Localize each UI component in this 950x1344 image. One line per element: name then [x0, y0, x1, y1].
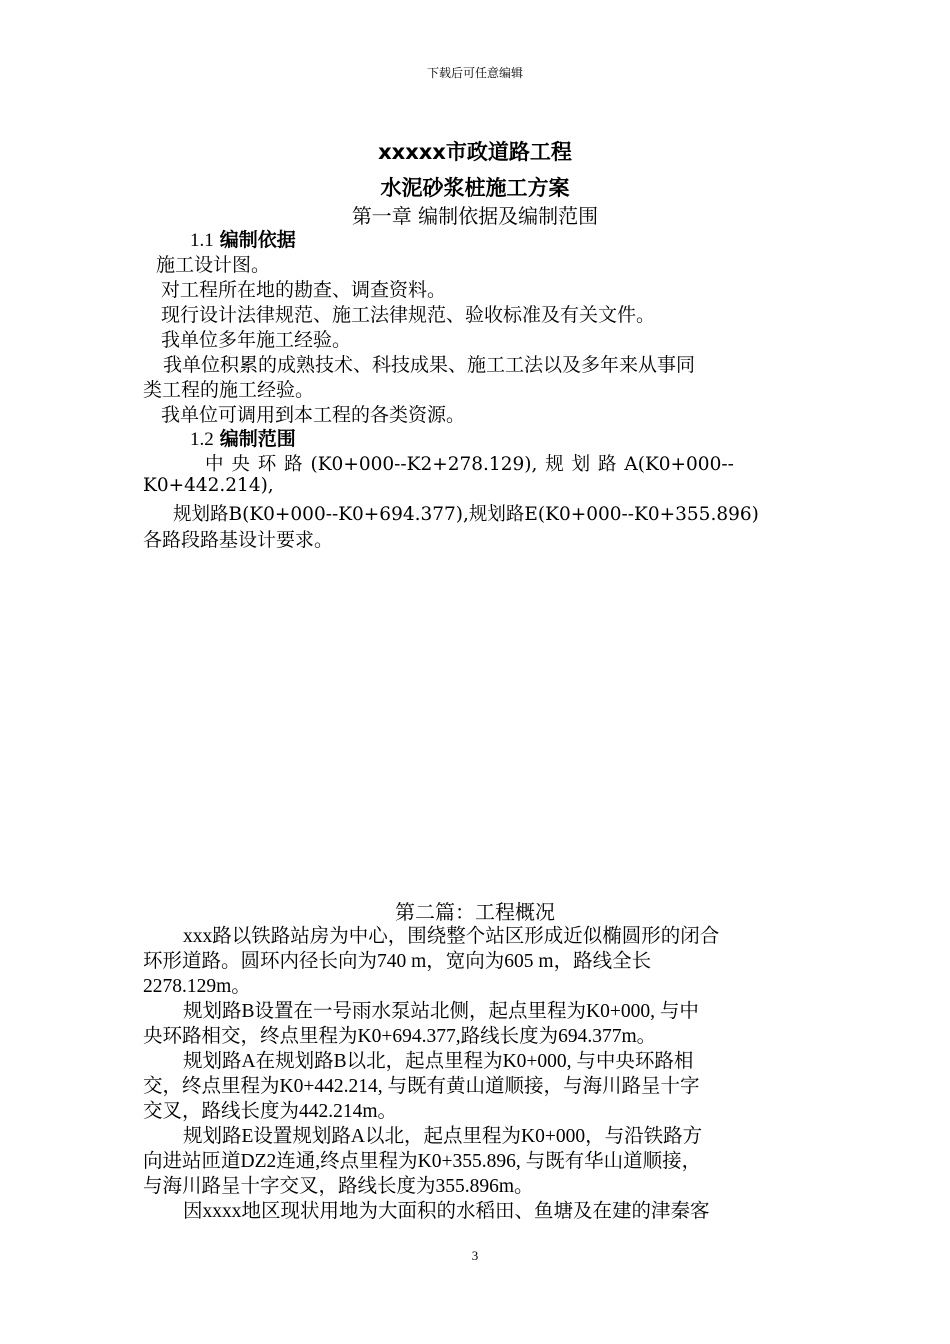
scope-line: 中 央 环 路 (K0+000--K2+278.129), 规 划 路 A(K0+000--: [205, 454, 734, 475]
basis-item: 现行设计法律规范、施工法律规范、验收标准及有关文件。: [161, 304, 656, 326]
section-label: 编制范围: [219, 428, 296, 450]
overview-line: 交，终点里程为K0+442.214, 与既有黄山道顺接，与海川路呈十字: [143, 1076, 700, 1097]
overview-line: 规划路E设置规划路A以北，起点里程为K0+000，与沿铁路方: [183, 1126, 703, 1147]
overview-line: 交叉，路线长度为442.214m。: [143, 1101, 398, 1122]
section-number: 1.2: [190, 429, 214, 450]
overview-line: 规划路A在规划路B以北，起点里程为K0+000, 与中央环路相: [183, 1051, 694, 1072]
section-label: 编制依据: [219, 229, 296, 251]
basis-item: 我单位积累的成熟技术、科技成果、施工工法以及多年来从事同: [163, 354, 696, 376]
basis-item: 施工设计图。: [156, 254, 271, 276]
header-note: 下载后可任意编辑: [426, 66, 523, 80]
section-number: 1.1: [190, 230, 214, 251]
overview-line: 因xxxx地区现状用地为大面积的水稻田、鱼塘及在建的津秦客: [183, 1201, 710, 1222]
scope-line: 各路段路基设计要求。: [143, 529, 334, 551]
basis-item: 我单位多年施工经验。: [161, 329, 352, 351]
basis-item: 对工程所在地的勘查、调查资料。: [161, 279, 447, 301]
overview-line: 环形道路。圆环内径长向为740 m，宽向为605 m，路线全长: [143, 951, 652, 972]
scope-line: 规划路B(K0+000--K0+694.377),规划路E(K0+000--K0+355.896): [173, 504, 759, 525]
overview-line: 向进站匝道DZ2连通,终点里程为K0+355.896, 与既有华山道顺接，: [143, 1151, 702, 1172]
overview-line: xxx路以铁路站房为中心，围绕整个站区形成近似椭圆形的闭合: [183, 926, 720, 947]
chapter1-heading: 第一章 编制依据及编制范围: [351, 204, 599, 228]
overview-line: 与海川路呈十字交叉，路线长度为355.896m。: [143, 1176, 534, 1197]
overview-line: 2278.129m。: [143, 976, 251, 997]
section-1-1-heading: [190, 225, 296, 252]
scope-line: K0+442.214),: [143, 475, 274, 496]
overview-line: 规划路B设置在一号雨水泵站北侧，起点里程为K0+000, 与中: [183, 1001, 699, 1022]
chapter2-heading: 第二篇：工程概况: [395, 900, 555, 924]
basis-item: 我单位可调用到本工程的各类资源。: [161, 404, 466, 426]
document-title: xxxxx市政道路工程: [378, 140, 572, 164]
page-number: 3: [471, 1248, 479, 1263]
section-1-2-heading: [190, 424, 296, 451]
overview-line: 央环路相交，终点里程为K0+694.377,路线长度为694.377m。: [143, 1026, 657, 1047]
basis-item: 类工程的施工经验。: [143, 379, 315, 401]
document-subtitle: 水泥砂浆桩施工方案: [380, 176, 570, 200]
